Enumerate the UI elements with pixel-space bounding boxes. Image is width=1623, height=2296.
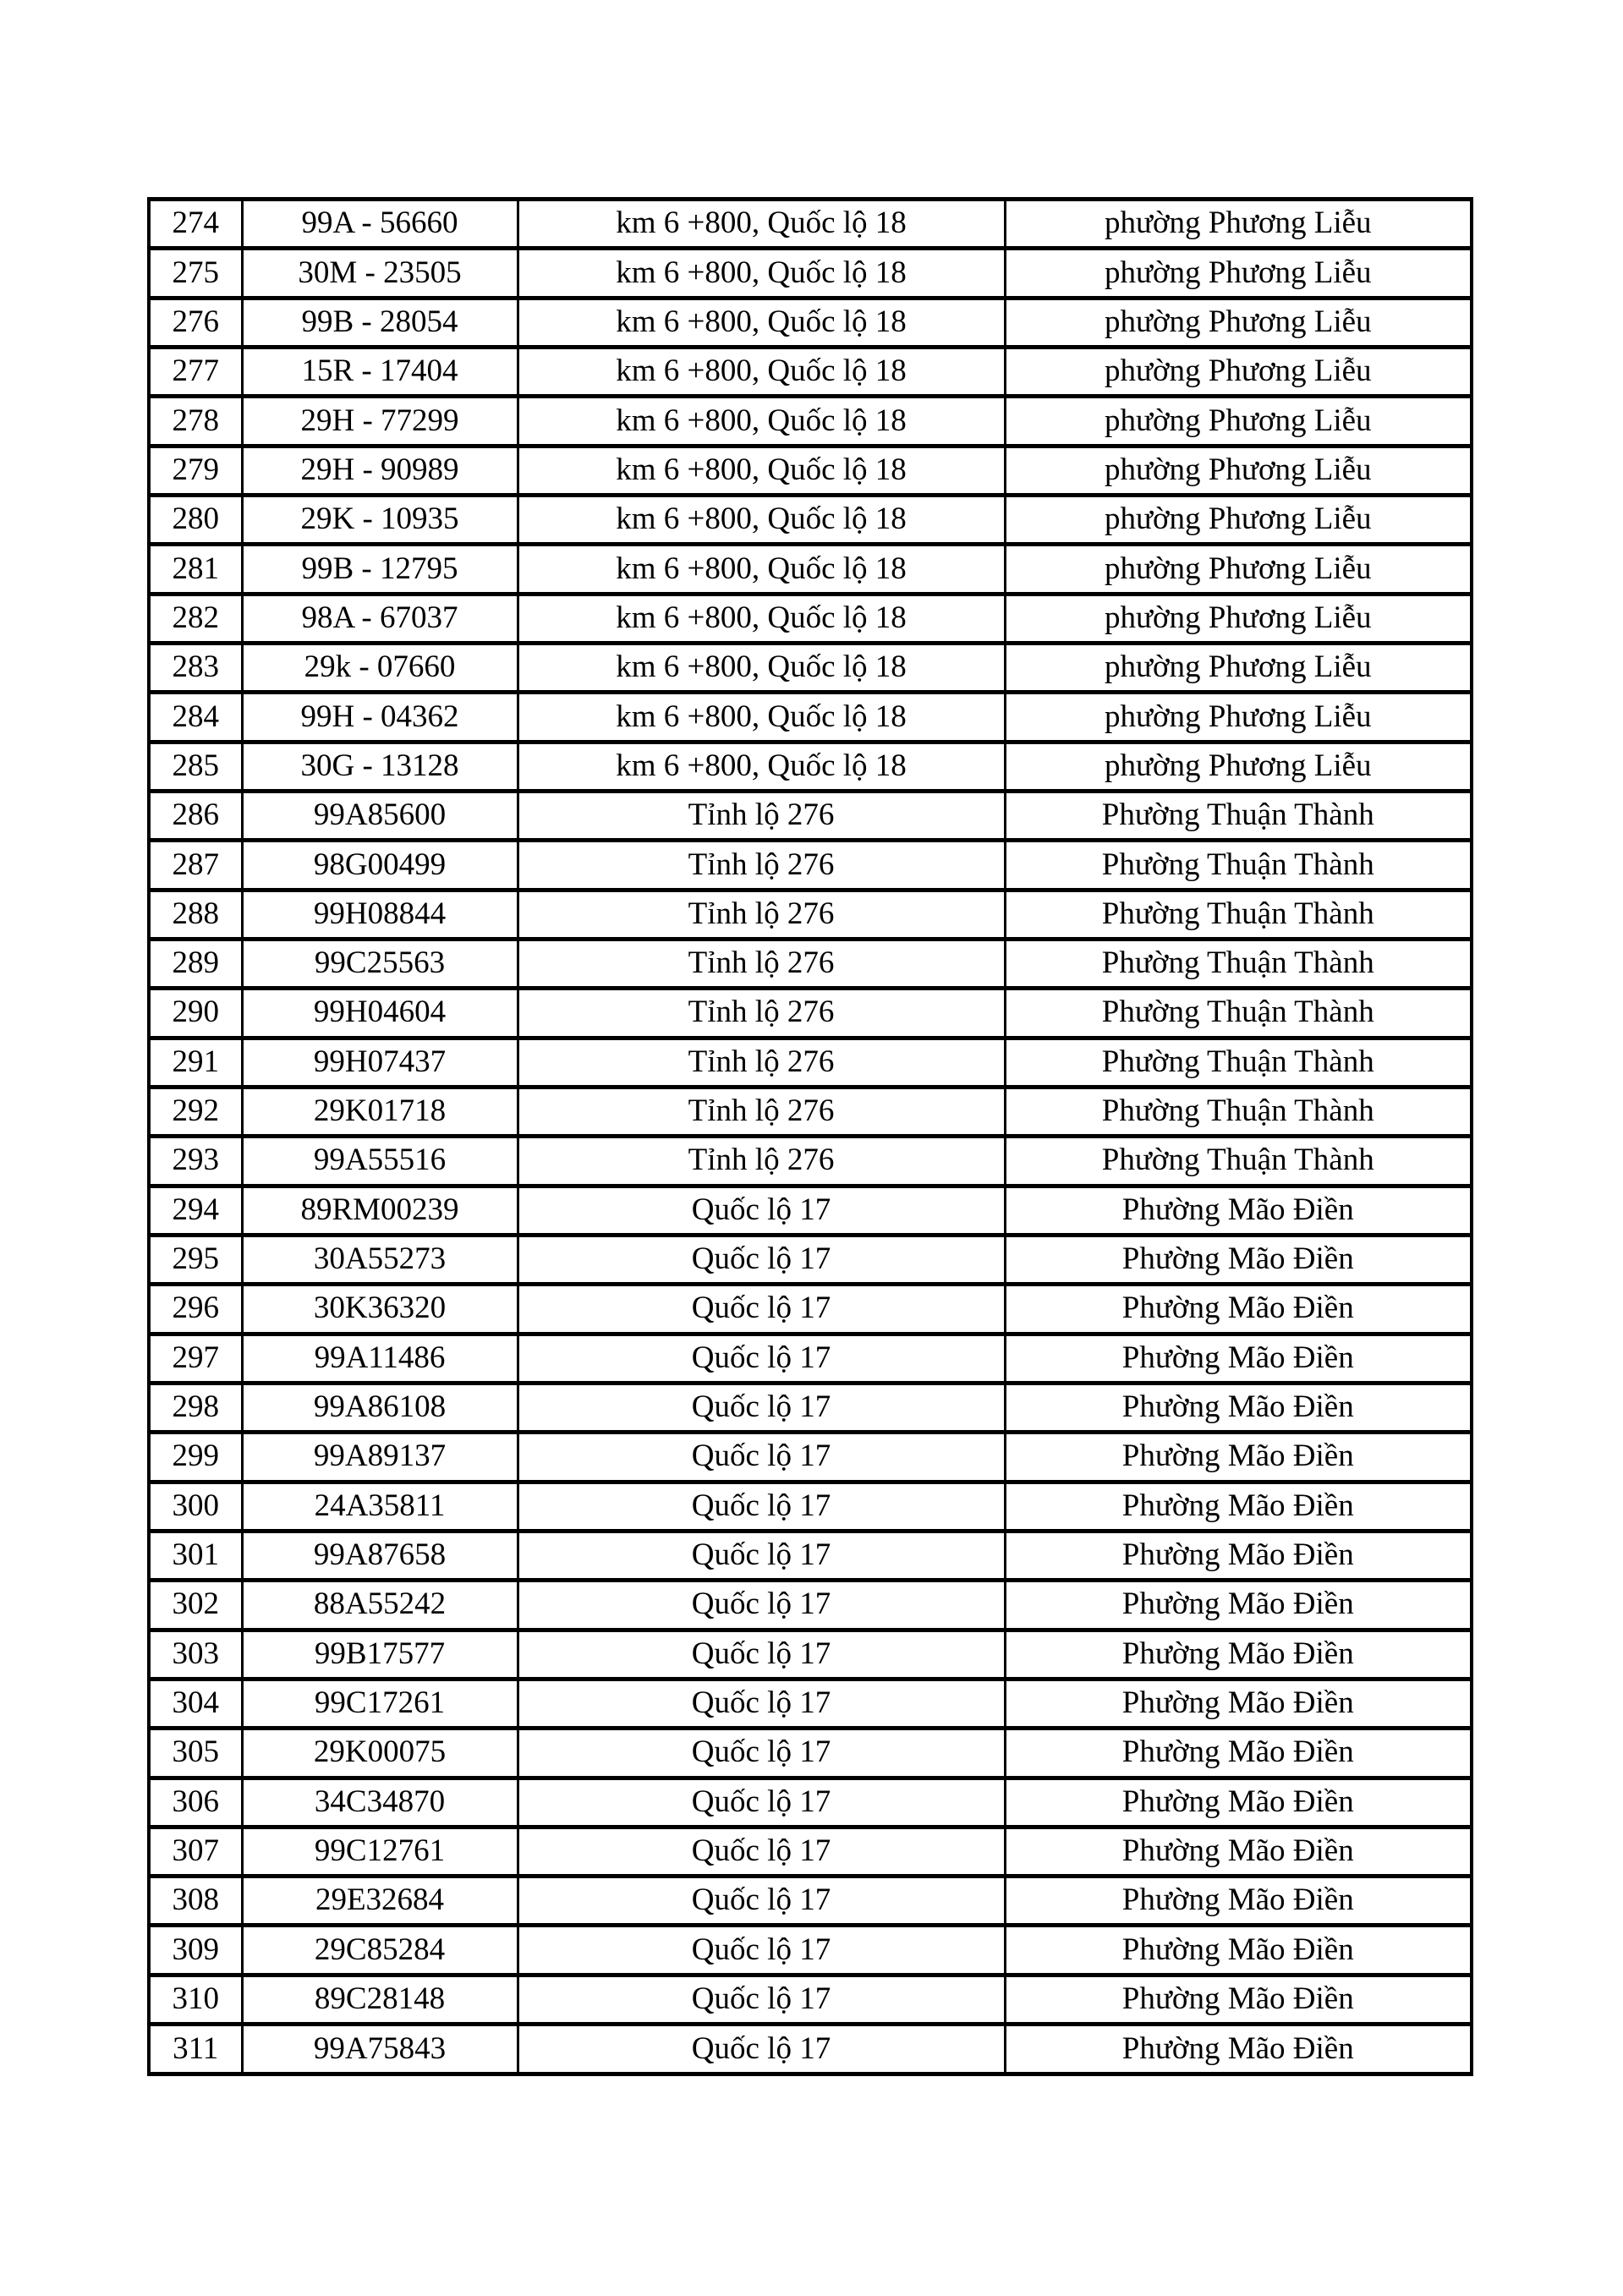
table-row [149, 1186, 1472, 1235]
row-number-cell: 301 [149, 1531, 242, 1580]
row-number-cell: 306 [149, 1778, 242, 1827]
vehicle-table-body [149, 200, 1472, 2074]
ward-cell: Phường Thuận Thành [1005, 1038, 1472, 1087]
row-number-cell: 274 [149, 200, 242, 249]
ward-cell: phường Phương Liễu [1005, 446, 1472, 495]
location-cell: Quốc lộ 17 [518, 1482, 1005, 1531]
location-cell: Quốc lộ 17 [518, 1433, 1005, 1482]
license-plate-cell: 98A - 67037 [242, 594, 518, 643]
license-plate-cell: 99B - 12795 [242, 545, 518, 594]
license-plate-cell: 99H04604 [242, 989, 518, 1038]
ward-cell: Phường Thuận Thành [1005, 890, 1472, 939]
ward-cell: phường Phương Liễu [1005, 742, 1472, 791]
table-row [149, 1137, 1472, 1186]
row-number-cell: 281 [149, 545, 242, 594]
row-number-cell: 309 [149, 1926, 242, 1975]
ward-cell: phường Phương Liễu [1005, 298, 1472, 347]
license-plate-cell: 29K00075 [242, 1729, 518, 1778]
ward-cell: Phường Mão Điền [1005, 1975, 1472, 2024]
table-row [149, 1975, 1472, 2024]
location-cell: km 6 +800, Quốc lộ 18 [518, 495, 1005, 544]
location-cell: Quốc lộ 17 [518, 1383, 1005, 1432]
license-plate-cell: 29k - 07660 [242, 643, 518, 692]
ward-cell: phường Phương Liễu [1005, 594, 1472, 643]
location-cell: km 6 +800, Quốc lộ 18 [518, 200, 1005, 249]
table-row [149, 1038, 1472, 1087]
license-plate-cell: 99C12761 [242, 1827, 518, 1876]
row-number-cell: 291 [149, 1038, 242, 1087]
ward-cell: phường Phương Liễu [1005, 347, 1472, 396]
table-row [149, 1334, 1472, 1383]
location-cell: Tỉnh lộ 276 [518, 841, 1005, 890]
table-row [149, 397, 1472, 446]
license-plate-cell: 29E32684 [242, 1877, 518, 1926]
table-row [149, 1630, 1472, 1679]
location-cell: km 6 +800, Quốc lộ 18 [518, 446, 1005, 495]
table-row [149, 347, 1472, 396]
row-number-cell: 308 [149, 1877, 242, 1926]
location-cell: Quốc lộ 17 [518, 1679, 1005, 1728]
row-number-cell: 289 [149, 939, 242, 988]
location-cell: Tỉnh lộ 276 [518, 989, 1005, 1038]
license-plate-cell: 99A85600 [242, 791, 518, 840]
table-row [149, 1581, 1472, 1630]
license-plate-cell: 99A86108 [242, 1383, 518, 1432]
table-row [149, 989, 1472, 1038]
license-plate-cell: 99B17577 [242, 1630, 518, 1679]
location-cell: Quốc lộ 17 [518, 1581, 1005, 1630]
license-plate-cell: 99H08844 [242, 890, 518, 939]
row-number-cell: 311 [149, 2025, 242, 2074]
location-cell: km 6 +800, Quốc lộ 18 [518, 643, 1005, 692]
location-cell: Tỉnh lộ 276 [518, 1038, 1005, 1087]
row-number-cell: 300 [149, 1482, 242, 1531]
location-cell: Quốc lộ 17 [518, 1827, 1005, 1876]
ward-cell: Phường Mão Điền [1005, 1630, 1472, 1679]
row-number-cell: 286 [149, 791, 242, 840]
row-number-cell: 304 [149, 1679, 242, 1728]
ward-cell: Phường Mão Điền [1005, 1679, 1472, 1728]
ward-cell: Phường Mão Điền [1005, 1877, 1472, 1926]
row-number-cell: 275 [149, 249, 242, 298]
row-number-cell: 298 [149, 1383, 242, 1432]
row-number-cell: 282 [149, 594, 242, 643]
ward-cell: phường Phương Liễu [1005, 545, 1472, 594]
row-number-cell: 305 [149, 1729, 242, 1778]
ward-cell: Phường Thuận Thành [1005, 989, 1472, 1038]
license-plate-cell: 29H - 90989 [242, 446, 518, 495]
table-row [149, 890, 1472, 939]
ward-cell: Phường Mão Điền [1005, 1778, 1472, 1827]
table-row [149, 594, 1472, 643]
ward-cell: phường Phương Liễu [1005, 643, 1472, 692]
table-row [149, 939, 1472, 988]
table-row [149, 841, 1472, 890]
row-number-cell: 277 [149, 347, 242, 396]
table-row [149, 1433, 1472, 1482]
location-cell: Quốc lộ 17 [518, 1334, 1005, 1383]
license-plate-cell: 89C28148 [242, 1975, 518, 2024]
location-cell: Quốc lộ 17 [518, 1877, 1005, 1926]
ward-cell: Phường Mão Điền [1005, 1334, 1472, 1383]
table-row [149, 791, 1472, 840]
location-cell: km 6 +800, Quốc lộ 18 [518, 693, 1005, 742]
row-number-cell: 287 [149, 841, 242, 890]
ward-cell: Phường Mão Điền [1005, 1827, 1472, 1876]
row-number-cell: 302 [149, 1581, 242, 1630]
license-plate-cell: 99H - 04362 [242, 693, 518, 742]
location-cell: km 6 +800, Quốc lộ 18 [518, 397, 1005, 446]
ward-cell: Phường Thuận Thành [1005, 1087, 1472, 1136]
table-row [149, 1482, 1472, 1531]
table-row [149, 495, 1472, 544]
license-plate-cell: 29H - 77299 [242, 397, 518, 446]
table-row [149, 1285, 1472, 1334]
row-number-cell: 307 [149, 1827, 242, 1876]
license-plate-cell: 99A89137 [242, 1433, 518, 1482]
location-cell: Quốc lộ 17 [518, 1285, 1005, 1334]
table-row [149, 200, 1472, 249]
table-row [149, 1679, 1472, 1728]
table-row [149, 1531, 1472, 1580]
row-number-cell: 295 [149, 1235, 242, 1284]
license-plate-cell: 99A11486 [242, 1334, 518, 1383]
location-cell: Quốc lộ 17 [518, 1531, 1005, 1580]
ward-cell: phường Phương Liễu [1005, 397, 1472, 446]
row-number-cell: 278 [149, 397, 242, 446]
ward-cell: Phường Mão Điền [1005, 1926, 1472, 1975]
license-plate-cell: 88A55242 [242, 1581, 518, 1630]
license-plate-cell: 99A87658 [242, 1531, 518, 1580]
location-cell: km 6 +800, Quốc lộ 18 [518, 742, 1005, 791]
license-plate-cell: 99H07437 [242, 1038, 518, 1087]
license-plate-cell: 15R - 17404 [242, 347, 518, 396]
ward-cell: Phường Mão Điền [1005, 2025, 1472, 2074]
table-row [149, 643, 1472, 692]
row-number-cell: 285 [149, 742, 242, 791]
license-plate-cell: 98G00499 [242, 841, 518, 890]
ward-cell: Phường Mão Điền [1005, 1581, 1472, 1630]
license-plate-cell: 30K36320 [242, 1285, 518, 1334]
vehicle-table [147, 197, 1473, 2076]
table-row [149, 1778, 1472, 1827]
row-number-cell: 297 [149, 1334, 242, 1383]
ward-cell: Phường Mão Điền [1005, 1531, 1472, 1580]
ward-cell: Phường Mão Điền [1005, 1186, 1472, 1235]
location-cell: Tỉnh lộ 276 [518, 939, 1005, 988]
row-number-cell: 296 [149, 1285, 242, 1334]
ward-cell: Phường Thuận Thành [1005, 1137, 1472, 1186]
ward-cell: phường Phương Liễu [1005, 693, 1472, 742]
ward-cell: Phường Thuận Thành [1005, 791, 1472, 840]
row-number-cell: 288 [149, 890, 242, 939]
table-row [149, 1087, 1472, 1136]
row-number-cell: 293 [149, 1137, 242, 1186]
table-row [149, 446, 1472, 495]
table-row [149, 2025, 1472, 2074]
row-number-cell: 294 [149, 1186, 242, 1235]
ward-cell: Phường Mão Điền [1005, 1383, 1472, 1432]
table-row [149, 1235, 1472, 1284]
location-cell: Tỉnh lộ 276 [518, 791, 1005, 840]
location-cell: Quốc lộ 17 [518, 1975, 1005, 2024]
license-plate-cell: 89RM00239 [242, 1186, 518, 1235]
location-cell: Tỉnh lộ 276 [518, 1137, 1005, 1186]
table-row [149, 1729, 1472, 1778]
license-plate-cell: 24A35811 [242, 1482, 518, 1531]
license-plate-cell: 99B - 28054 [242, 298, 518, 347]
ward-cell: Phường Thuận Thành [1005, 841, 1472, 890]
ward-cell: phường Phương Liễu [1005, 495, 1472, 544]
table-row [149, 742, 1472, 791]
license-plate-cell: 30G - 13128 [242, 742, 518, 791]
row-number-cell: 279 [149, 446, 242, 495]
location-cell: Tỉnh lộ 276 [518, 1087, 1005, 1136]
location-cell: Quốc lộ 17 [518, 1630, 1005, 1679]
table-row [149, 249, 1472, 298]
ward-cell: Phường Mão Điền [1005, 1482, 1472, 1531]
row-number-cell: 290 [149, 989, 242, 1038]
table-row [149, 1926, 1472, 1975]
license-plate-cell: 30M - 23505 [242, 249, 518, 298]
location-cell: km 6 +800, Quốc lộ 18 [518, 298, 1005, 347]
license-plate-cell: 99A - 56660 [242, 200, 518, 249]
ward-cell: Phường Mão Điền [1005, 1433, 1472, 1482]
ward-cell: Phường Mão Điền [1005, 1235, 1472, 1284]
row-number-cell: 283 [149, 643, 242, 692]
location-cell: km 6 +800, Quốc lộ 18 [518, 347, 1005, 396]
location-cell: Quốc lộ 17 [518, 1235, 1005, 1284]
row-number-cell: 276 [149, 298, 242, 347]
table-row [149, 1877, 1472, 1926]
row-number-cell: 280 [149, 495, 242, 544]
ward-cell: phường Phương Liễu [1005, 249, 1472, 298]
row-number-cell: 292 [149, 1087, 242, 1136]
location-cell: Quốc lộ 17 [518, 1778, 1005, 1827]
table-row [149, 1383, 1472, 1432]
row-number-cell: 310 [149, 1975, 242, 2024]
table-row [149, 545, 1472, 594]
row-number-cell: 284 [149, 693, 242, 742]
ward-cell: phường Phương Liễu [1005, 200, 1472, 249]
license-plate-cell: 29K01718 [242, 1087, 518, 1136]
row-number-cell: 303 [149, 1630, 242, 1679]
location-cell: Quốc lộ 17 [518, 1729, 1005, 1778]
location-cell: km 6 +800, Quốc lộ 18 [518, 545, 1005, 594]
ward-cell: Phường Thuận Thành [1005, 939, 1472, 988]
table-row [149, 298, 1472, 347]
ward-cell: Phường Mão Điền [1005, 1285, 1472, 1334]
location-cell: km 6 +800, Quốc lộ 18 [518, 249, 1005, 298]
location-cell: Quốc lộ 17 [518, 1926, 1005, 1975]
location-cell: Quốc lộ 17 [518, 2025, 1005, 2074]
table-row [149, 693, 1472, 742]
location-cell: km 6 +800, Quốc lộ 18 [518, 594, 1005, 643]
table-row [149, 1827, 1472, 1876]
license-plate-cell: 34C34870 [242, 1778, 518, 1827]
row-number-cell: 299 [149, 1433, 242, 1482]
license-plate-cell: 99C25563 [242, 939, 518, 988]
location-cell: Tỉnh lộ 276 [518, 890, 1005, 939]
license-plate-cell: 99A75843 [242, 2025, 518, 2074]
license-plate-cell: 29C85284 [242, 1926, 518, 1975]
license-plate-cell: 99A55516 [242, 1137, 518, 1186]
location-cell: Quốc lộ 17 [518, 1186, 1005, 1235]
ward-cell: Phường Mão Điền [1005, 1729, 1472, 1778]
license-plate-cell: 99C17261 [242, 1679, 518, 1728]
license-plate-cell: 30A55273 [242, 1235, 518, 1284]
license-plate-cell: 29K - 10935 [242, 495, 518, 544]
